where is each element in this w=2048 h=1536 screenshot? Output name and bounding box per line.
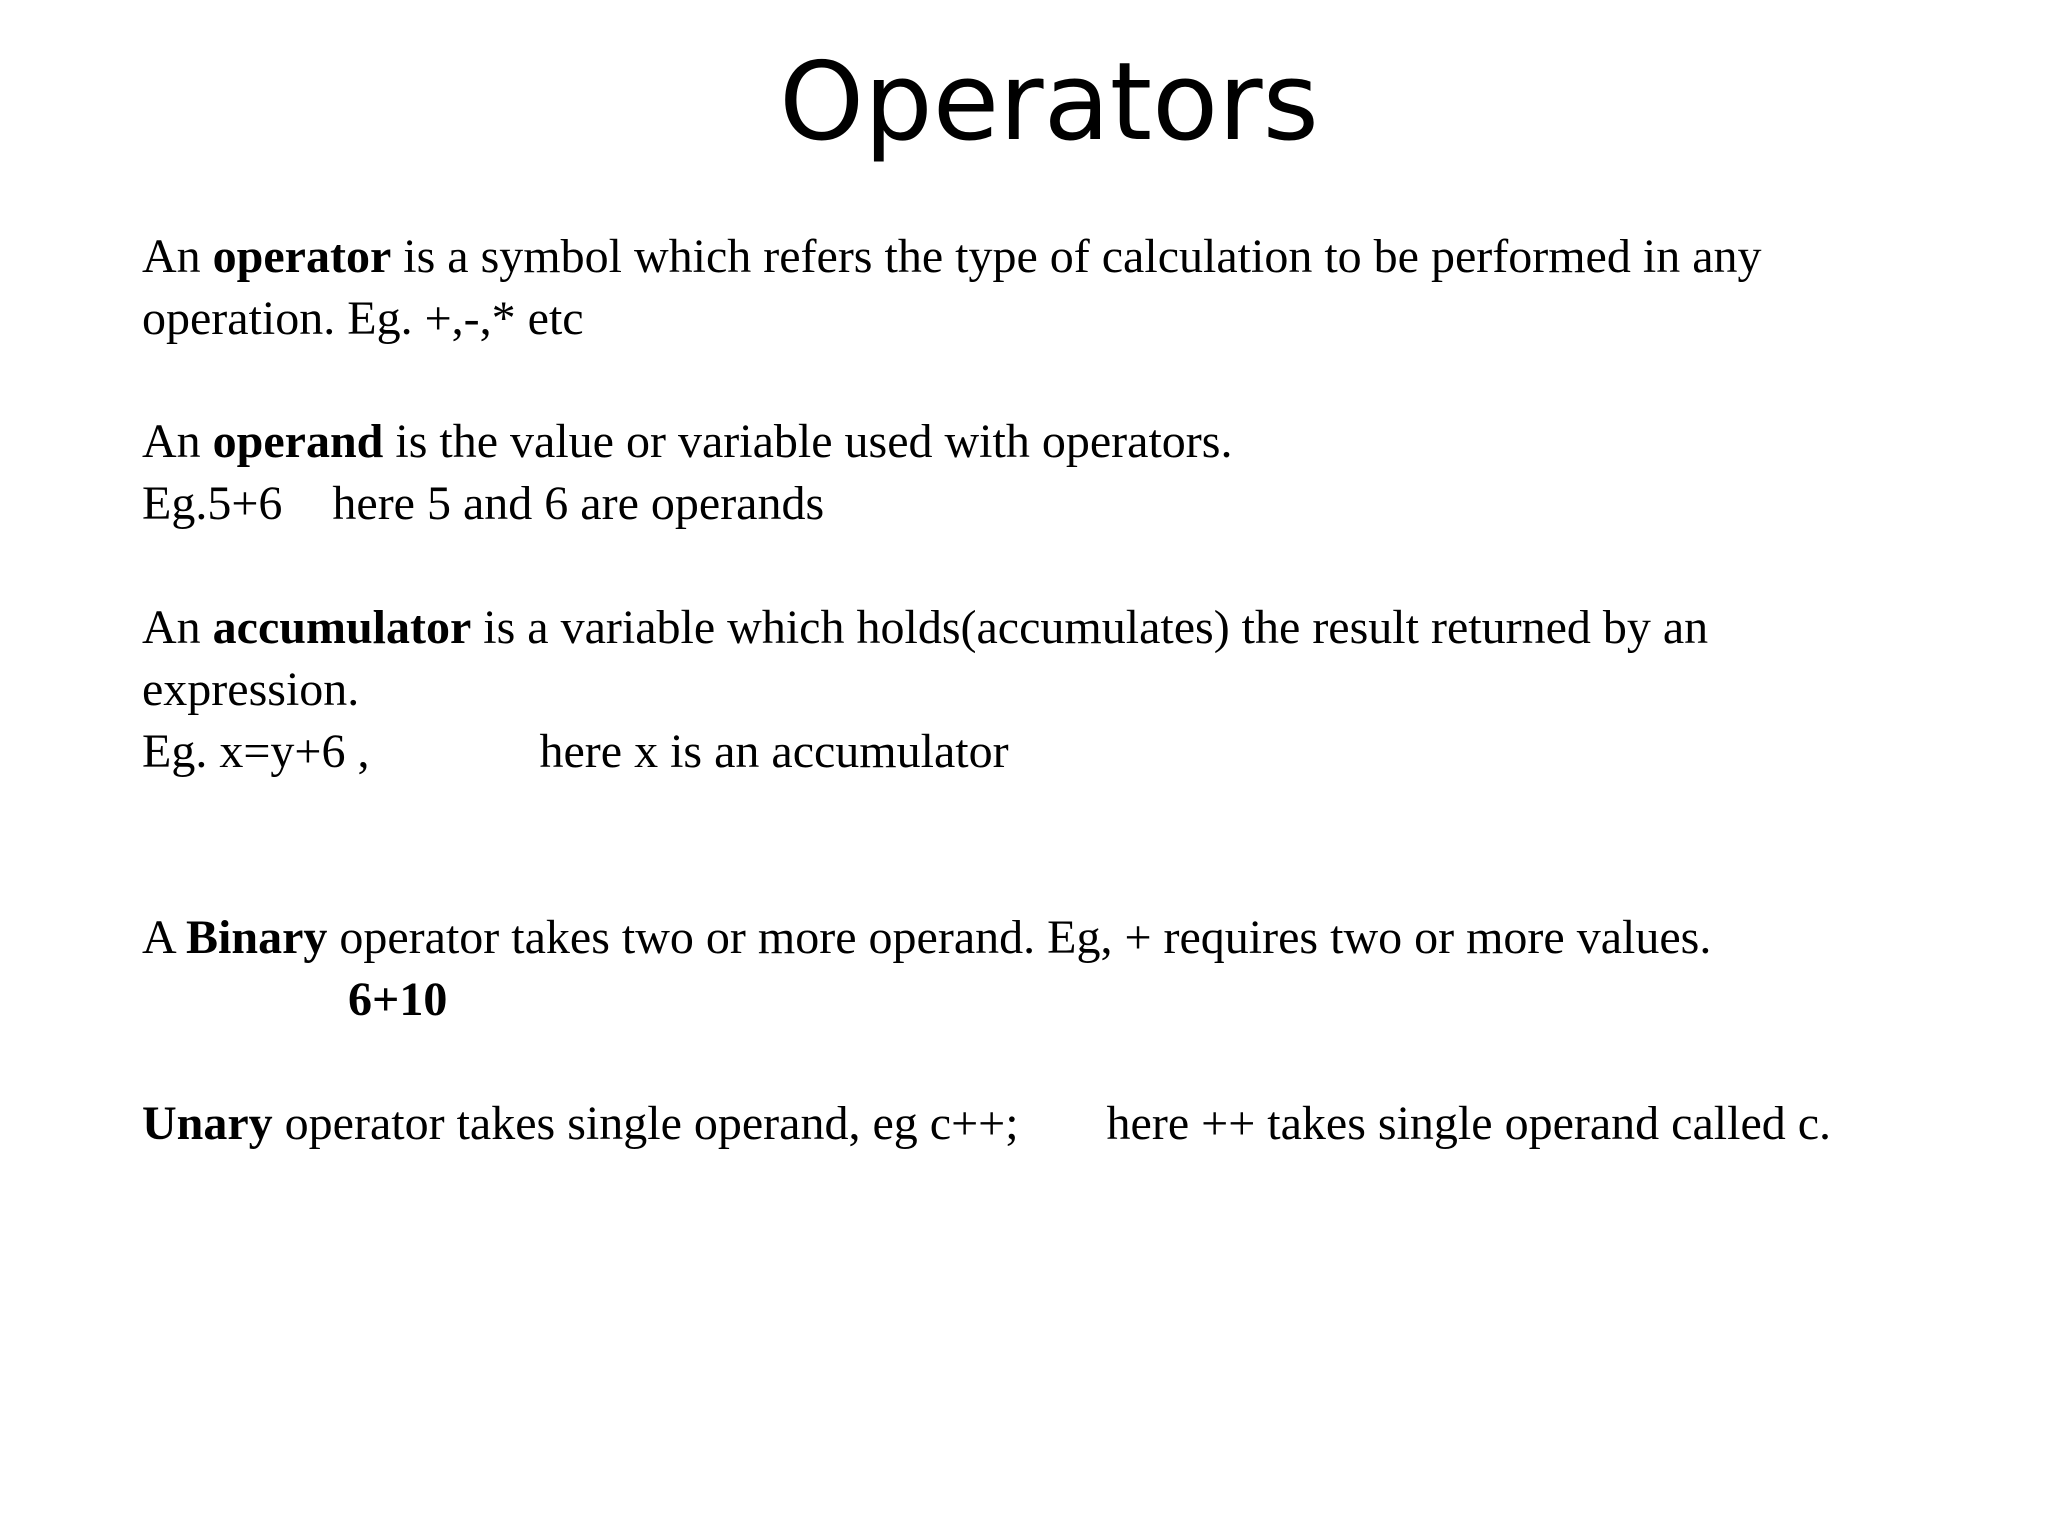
operator-term: operator xyxy=(212,230,392,283)
operand-intro: An xyxy=(142,415,213,468)
operand-definition-line xyxy=(142,411,1232,473)
operand-term: operand xyxy=(212,415,384,468)
accumulator-definition-line-2: expression. xyxy=(142,663,360,716)
operand-definition-text: is the value or variable used with operators. xyxy=(383,415,1233,468)
unary-definition-text: operator takes single operand, eg c++; xyxy=(272,1097,1019,1150)
accumulator-example: Eg. x=y+6 , xyxy=(142,725,370,778)
accumulator-example-line xyxy=(142,721,1009,783)
accumulator-intro: An xyxy=(142,601,213,654)
operand-example-note: here 5 and 6 are operands xyxy=(332,477,825,530)
operator-definition-line-1 xyxy=(142,226,1762,288)
unary-definition-line xyxy=(142,1093,1831,1155)
operator-intro: An xyxy=(142,230,213,283)
operand-example: Eg.5+6 xyxy=(142,477,283,530)
slide-title: Operators xyxy=(779,40,1319,165)
accumulator-example-note: here x is an accumulator xyxy=(539,725,1009,778)
binary-term: Binary xyxy=(186,911,328,964)
accumulator-definition-text: is a variable which holds(accumulates) the result returned by an xyxy=(471,601,1709,654)
unary-term: Unary xyxy=(142,1097,273,1150)
accumulator-term: accumulator xyxy=(212,601,472,654)
binary-definition-text: operator takes two or more operand. Eg, + requires two or more values. xyxy=(327,911,1712,964)
operand-example-line xyxy=(142,473,824,535)
unary-example-note: here ++ takes single operand called c. xyxy=(1106,1097,1832,1150)
accumulator-definition-line-1 xyxy=(142,597,1708,659)
binary-intro: A xyxy=(142,911,187,964)
binary-definition-line xyxy=(142,907,1711,969)
operator-definition-text: is a symbol which refers the type of calculation to be performed in any xyxy=(391,230,1762,283)
operator-definition-line-2: operation. Eg. +,-,* etc xyxy=(142,292,584,345)
binary-example: 6+10 xyxy=(348,973,448,1026)
